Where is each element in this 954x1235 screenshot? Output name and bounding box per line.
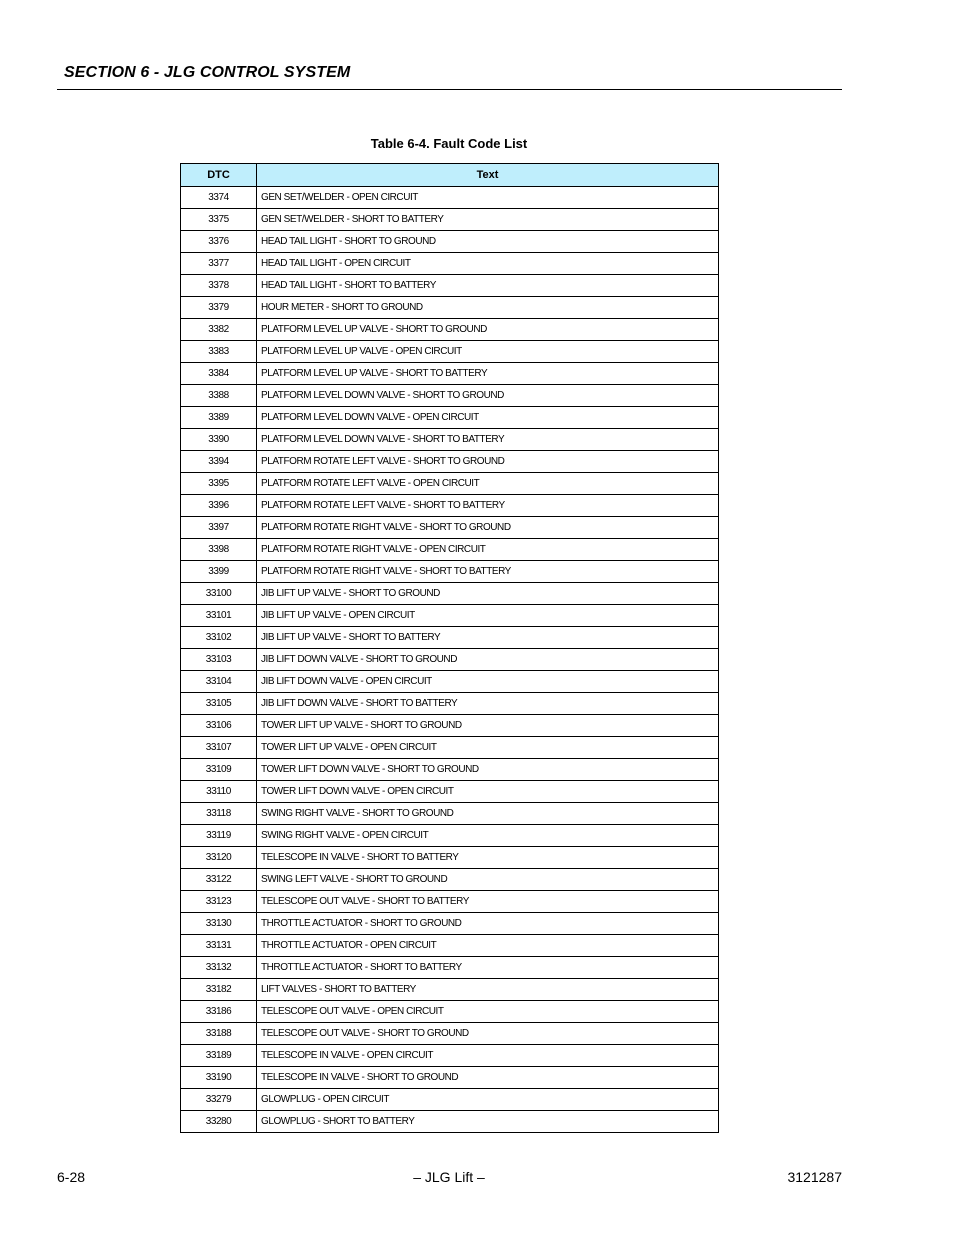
table-row <box>181 759 719 781</box>
table-row <box>181 495 719 517</box>
table-row <box>181 1023 719 1045</box>
table-row <box>181 297 719 319</box>
fault-text-cell: THROTTLE ACTUATOR - OPEN CIRCUIT <box>257 935 719 957</box>
fault-text-cell: JIB LIFT UP VALVE - SHORT TO BATTERY <box>257 627 719 649</box>
dtc-cell: 33132 <box>181 957 257 979</box>
dtc-cell: 3383 <box>181 341 257 363</box>
dtc-cell: 3376 <box>181 231 257 253</box>
fault-text-cell: TELESCOPE IN VALVE - SHORT TO GROUND <box>257 1067 719 1089</box>
dtc-cell: 3394 <box>181 451 257 473</box>
dtc-cell: 3379 <box>181 297 257 319</box>
table-row <box>181 187 719 209</box>
dtc-cell: 33120 <box>181 847 257 869</box>
fault-text-cell: TELESCOPE OUT VALVE - SHORT TO GROUND <box>257 1023 719 1045</box>
fault-text-cell: TOWER LIFT DOWN VALVE - SHORT TO GROUND <box>257 759 719 781</box>
table-row <box>181 671 719 693</box>
table-row <box>181 319 719 341</box>
fault-text-cell: HOUR METER - SHORT TO GROUND <box>257 297 719 319</box>
table-row <box>181 473 719 495</box>
dtc-cell: 33104 <box>181 671 257 693</box>
fault-text-cell: PLATFORM ROTATE LEFT VALVE - SHORT TO GROUND <box>257 451 719 473</box>
table-row <box>181 363 719 385</box>
dtc-cell: 3377 <box>181 253 257 275</box>
table-row <box>181 803 719 825</box>
fault-text-cell: THROTTLE ACTUATOR - SHORT TO GROUND <box>257 913 719 935</box>
dtc-cell: 33280 <box>181 1111 257 1133</box>
fault-text-cell: HEAD TAIL LIGHT - SHORT TO GROUND <box>257 231 719 253</box>
page-number: 6-28 <box>57 1169 86 1185</box>
fault-text-cell: TELESCOPE OUT VALVE - OPEN CIRCUIT <box>257 1001 719 1023</box>
fault-text-cell: GEN SET/WELDER - OPEN CIRCUIT <box>257 187 719 209</box>
fault-text-cell: TOWER LIFT UP VALVE - OPEN CIRCUIT <box>257 737 719 759</box>
dtc-cell: 33109 <box>181 759 257 781</box>
dtc-cell: 3398 <box>181 539 257 561</box>
dtc-cell: 3389 <box>181 407 257 429</box>
table-row <box>181 275 719 297</box>
dtc-cell: 3382 <box>181 319 257 341</box>
fault-text-cell: GEN SET/WELDER - SHORT TO BATTERY <box>257 209 719 231</box>
fault-text-cell: LIFT VALVES - SHORT TO BATTERY <box>257 979 719 1001</box>
table-row <box>181 649 719 671</box>
dtc-cell: 33188 <box>181 1023 257 1045</box>
dtc-cell: 33107 <box>181 737 257 759</box>
table-row <box>181 627 719 649</box>
fault-text-cell: JIB LIFT UP VALVE - OPEN CIRCUIT <box>257 605 719 627</box>
fault-text-cell: PLATFORM LEVEL UP VALVE - OPEN CIRCUIT <box>257 341 719 363</box>
table-row <box>181 385 719 407</box>
dtc-cell: 33130 <box>181 913 257 935</box>
fault-text-cell: HEAD TAIL LIGHT - OPEN CIRCUIT <box>257 253 719 275</box>
table-row <box>181 979 719 1001</box>
dtc-cell: 33110 <box>181 781 257 803</box>
fault-text-cell: SWING RIGHT VALVE - SHORT TO GROUND <box>257 803 719 825</box>
dtc-cell: 3384 <box>181 363 257 385</box>
fault-text-cell: TELESCOPE IN VALVE - SHORT TO BATTERY <box>257 847 719 869</box>
dtc-cell: 33186 <box>181 1001 257 1023</box>
table-row <box>181 341 719 363</box>
dtc-cell: 3399 <box>181 561 257 583</box>
dtc-cell: 33101 <box>181 605 257 627</box>
section-title: SECTION 6 - JLG CONTROL SYSTEM <box>64 64 351 81</box>
table-row <box>181 517 719 539</box>
dtc-cell: 33123 <box>181 891 257 913</box>
table-row <box>181 825 719 847</box>
dtc-cell: 33100 <box>181 583 257 605</box>
table-row <box>181 869 719 891</box>
fault-text-cell: PLATFORM ROTATE RIGHT VALVE - OPEN CIRCUIT <box>257 539 719 561</box>
dtc-cell: 33122 <box>181 869 257 891</box>
dtc-cell: 33102 <box>181 627 257 649</box>
table-row <box>181 1001 719 1023</box>
dtc-cell: 33103 <box>181 649 257 671</box>
fault-text-cell: GLOWPLUG - OPEN CIRCUIT <box>257 1089 719 1111</box>
dtc-cell: 3395 <box>181 473 257 495</box>
fault-text-cell: JIB LIFT DOWN VALVE - SHORT TO GROUND <box>257 649 719 671</box>
fault-text-cell: THROTTLE ACTUATOR - SHORT TO BATTERY <box>257 957 719 979</box>
column-header-text: Text <box>257 164 719 187</box>
fault-text-cell: TOWER LIFT UP VALVE - SHORT TO GROUND <box>257 715 719 737</box>
fault-text-cell: JIB LIFT DOWN VALVE - SHORT TO BATTERY <box>257 693 719 715</box>
dtc-cell: 33182 <box>181 979 257 1001</box>
dtc-cell: 3396 <box>181 495 257 517</box>
dtc-cell: 3388 <box>181 385 257 407</box>
table-row <box>181 429 719 451</box>
table-row <box>181 737 719 759</box>
table-row <box>181 1067 719 1089</box>
table-row <box>181 583 719 605</box>
dtc-cell: 33189 <box>181 1045 257 1067</box>
table-row <box>181 605 719 627</box>
table-row <box>181 1111 719 1133</box>
dtc-cell: 33119 <box>181 825 257 847</box>
dtc-cell: 3397 <box>181 517 257 539</box>
dtc-cell: 33279 <box>181 1089 257 1111</box>
fault-text-cell: PLATFORM LEVEL UP VALVE - SHORT TO BATTERY <box>257 363 719 385</box>
fault-text-cell: TELESCOPE OUT VALVE - SHORT TO BATTERY <box>257 891 719 913</box>
dtc-cell: 3378 <box>181 275 257 297</box>
header-divider <box>57 89 842 90</box>
dtc-cell: 3375 <box>181 209 257 231</box>
table-row <box>181 539 719 561</box>
fault-text-cell: GLOWPLUG - SHORT TO BATTERY <box>257 1111 719 1133</box>
fault-text-cell: PLATFORM ROTATE LEFT VALVE - SHORT TO BATTERY <box>257 495 719 517</box>
fault-text-cell: PLATFORM ROTATE RIGHT VALVE - SHORT TO GROUND <box>257 517 719 539</box>
table-body <box>181 187 719 1133</box>
table-header-row <box>181 164 719 187</box>
table-row <box>181 781 719 803</box>
dtc-cell: 33190 <box>181 1067 257 1089</box>
fault-text-cell: TELESCOPE IN VALVE - OPEN CIRCUIT <box>257 1045 719 1067</box>
fault-text-cell: PLATFORM LEVEL DOWN VALVE - SHORT TO GROUND <box>257 385 719 407</box>
footer-publisher: – JLG Lift – <box>413 1169 485 1185</box>
fault-text-cell: PLATFORM LEVEL DOWN VALVE - SHORT TO BATTERY <box>257 429 719 451</box>
table-row <box>181 935 719 957</box>
dtc-cell: 3374 <box>181 187 257 209</box>
document-number: 3121287 <box>787 1169 842 1185</box>
table-row <box>181 451 719 473</box>
dtc-cell: 33106 <box>181 715 257 737</box>
column-header-dtc: DTC <box>181 164 257 187</box>
fault-text-cell: SWING RIGHT VALVE - OPEN CIRCUIT <box>257 825 719 847</box>
table-row <box>181 231 719 253</box>
dtc-cell: 33118 <box>181 803 257 825</box>
fault-text-cell: JIB LIFT DOWN VALVE - OPEN CIRCUIT <box>257 671 719 693</box>
table-caption: Table 6-4. Fault Code List <box>370 136 528 151</box>
fault-text-cell: JIB LIFT UP VALVE - SHORT TO GROUND <box>257 583 719 605</box>
table-row <box>181 253 719 275</box>
dtc-cell: 33131 <box>181 935 257 957</box>
fault-text-cell: PLATFORM ROTATE LEFT VALVE - OPEN CIRCUIT <box>257 473 719 495</box>
fault-text-cell: HEAD TAIL LIGHT - SHORT TO BATTERY <box>257 275 719 297</box>
fault-text-cell: PLATFORM ROTATE RIGHT VALVE - SHORT TO BATTERY <box>257 561 719 583</box>
table-row <box>181 957 719 979</box>
fault-text-cell: TOWER LIFT DOWN VALVE - OPEN CIRCUIT <box>257 781 719 803</box>
table-row <box>181 913 719 935</box>
table-row <box>181 407 719 429</box>
table-row <box>181 847 719 869</box>
table-row <box>181 1089 719 1111</box>
dtc-cell: 3390 <box>181 429 257 451</box>
table-row <box>181 693 719 715</box>
fault-code-table <box>180 163 719 1133</box>
table-row <box>181 1045 719 1067</box>
fault-text-cell: PLATFORM LEVEL DOWN VALVE - OPEN CIRCUIT <box>257 407 719 429</box>
dtc-cell: 33105 <box>181 693 257 715</box>
fault-text-cell: SWING LEFT VALVE - SHORT TO GROUND <box>257 869 719 891</box>
table-row <box>181 561 719 583</box>
table-row <box>181 891 719 913</box>
table-row <box>181 715 719 737</box>
fault-text-cell: PLATFORM LEVEL UP VALVE - SHORT TO GROUND <box>257 319 719 341</box>
table-row <box>181 209 719 231</box>
